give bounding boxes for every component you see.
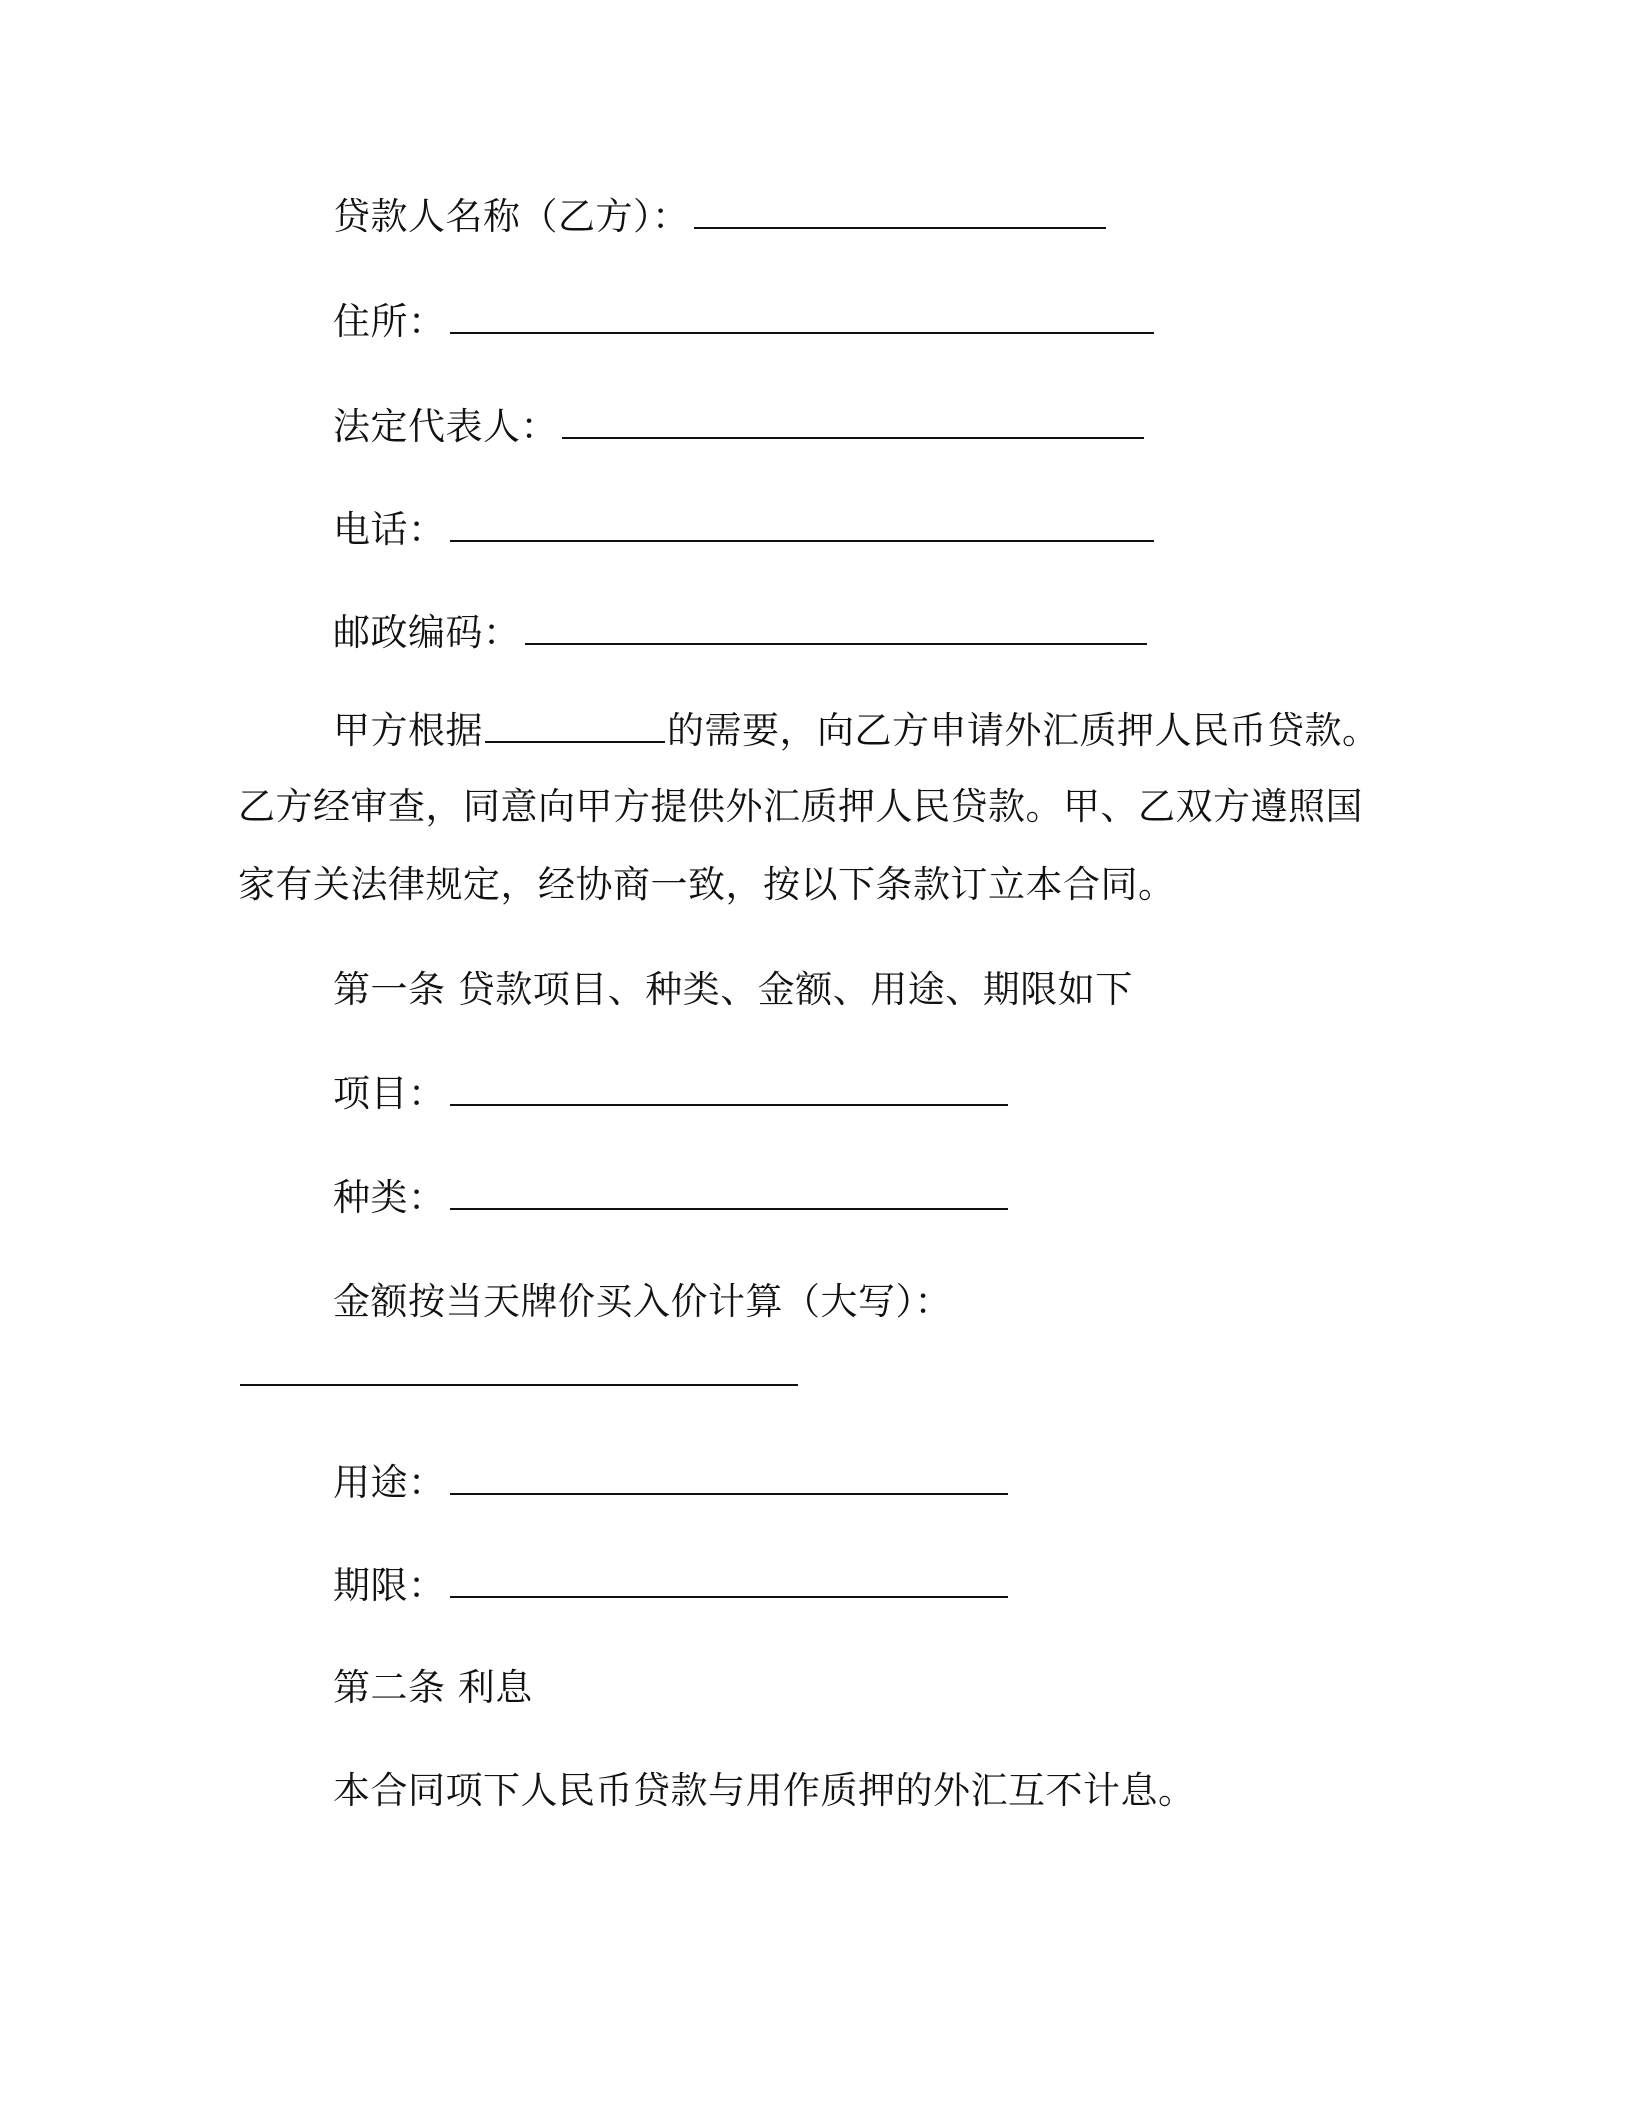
legal-rep-field [333, 403, 1144, 451]
postcode-field [333, 609, 1147, 657]
article-2-body: 本合同项下人民币贷款与用作质押的外汇互不计息。 [333, 1769, 1196, 1812]
type-blank[interactable] [450, 1186, 1008, 1210]
address-field [333, 298, 1154, 346]
legal-rep-blank[interactable] [562, 415, 1144, 439]
amount-label: 金额按当天牌价买入价计算（大写）： [333, 1280, 952, 1323]
phone-blank[interactable] [450, 518, 1154, 542]
legal-rep-label: 法定代表人： [333, 405, 558, 448]
lender-name-blank[interactable] [694, 205, 1106, 229]
preamble-part2: 的需要，向乙方申请外汇质押人民币贷款。 [667, 709, 1380, 752]
item-field [333, 1070, 1008, 1118]
preamble-line-3: 家有关法律规定，经协商一致，按以下条款订立本合同。 [238, 863, 1176, 906]
item-label: 项目： [333, 1072, 446, 1115]
purpose-field [333, 1459, 1008, 1507]
term-label: 期限： [333, 1564, 446, 1607]
postcode-label: 邮政编码： [333, 611, 521, 654]
term-field [333, 1562, 1008, 1610]
article-2-heading: 第二条 利息 [333, 1666, 533, 1709]
amount-field [333, 1278, 952, 1326]
phone-field [333, 506, 1154, 554]
postcode-blank[interactable] [525, 621, 1147, 645]
item-blank[interactable] [450, 1082, 1008, 1106]
lender-name-field [333, 193, 1106, 241]
amount-blank[interactable] [240, 1384, 798, 1386]
address-label: 住所： [333, 300, 446, 343]
purpose-label: 用途： [333, 1461, 446, 1504]
address-blank[interactable] [450, 310, 1154, 334]
phone-label: 电话： [333, 508, 446, 551]
type-field [333, 1174, 1008, 1222]
article-1-heading: 第一条 贷款项目、种类、金额、用途、期限如下 [333, 968, 1133, 1011]
type-label: 种类： [333, 1176, 446, 1219]
term-blank[interactable] [450, 1574, 1008, 1598]
purpose-need-blank[interactable] [485, 719, 665, 743]
preamble-part1: 甲方根据 [333, 709, 483, 752]
preamble-line-1 [333, 707, 1380, 755]
purpose-blank[interactable] [450, 1471, 1008, 1495]
lender-name-label: 贷款人名称（乙方）： [333, 195, 690, 238]
preamble-line-2: 乙方经审查，同意向甲方提供外汇质押人民贷款。甲、乙双方遵照国 [238, 785, 1363, 828]
